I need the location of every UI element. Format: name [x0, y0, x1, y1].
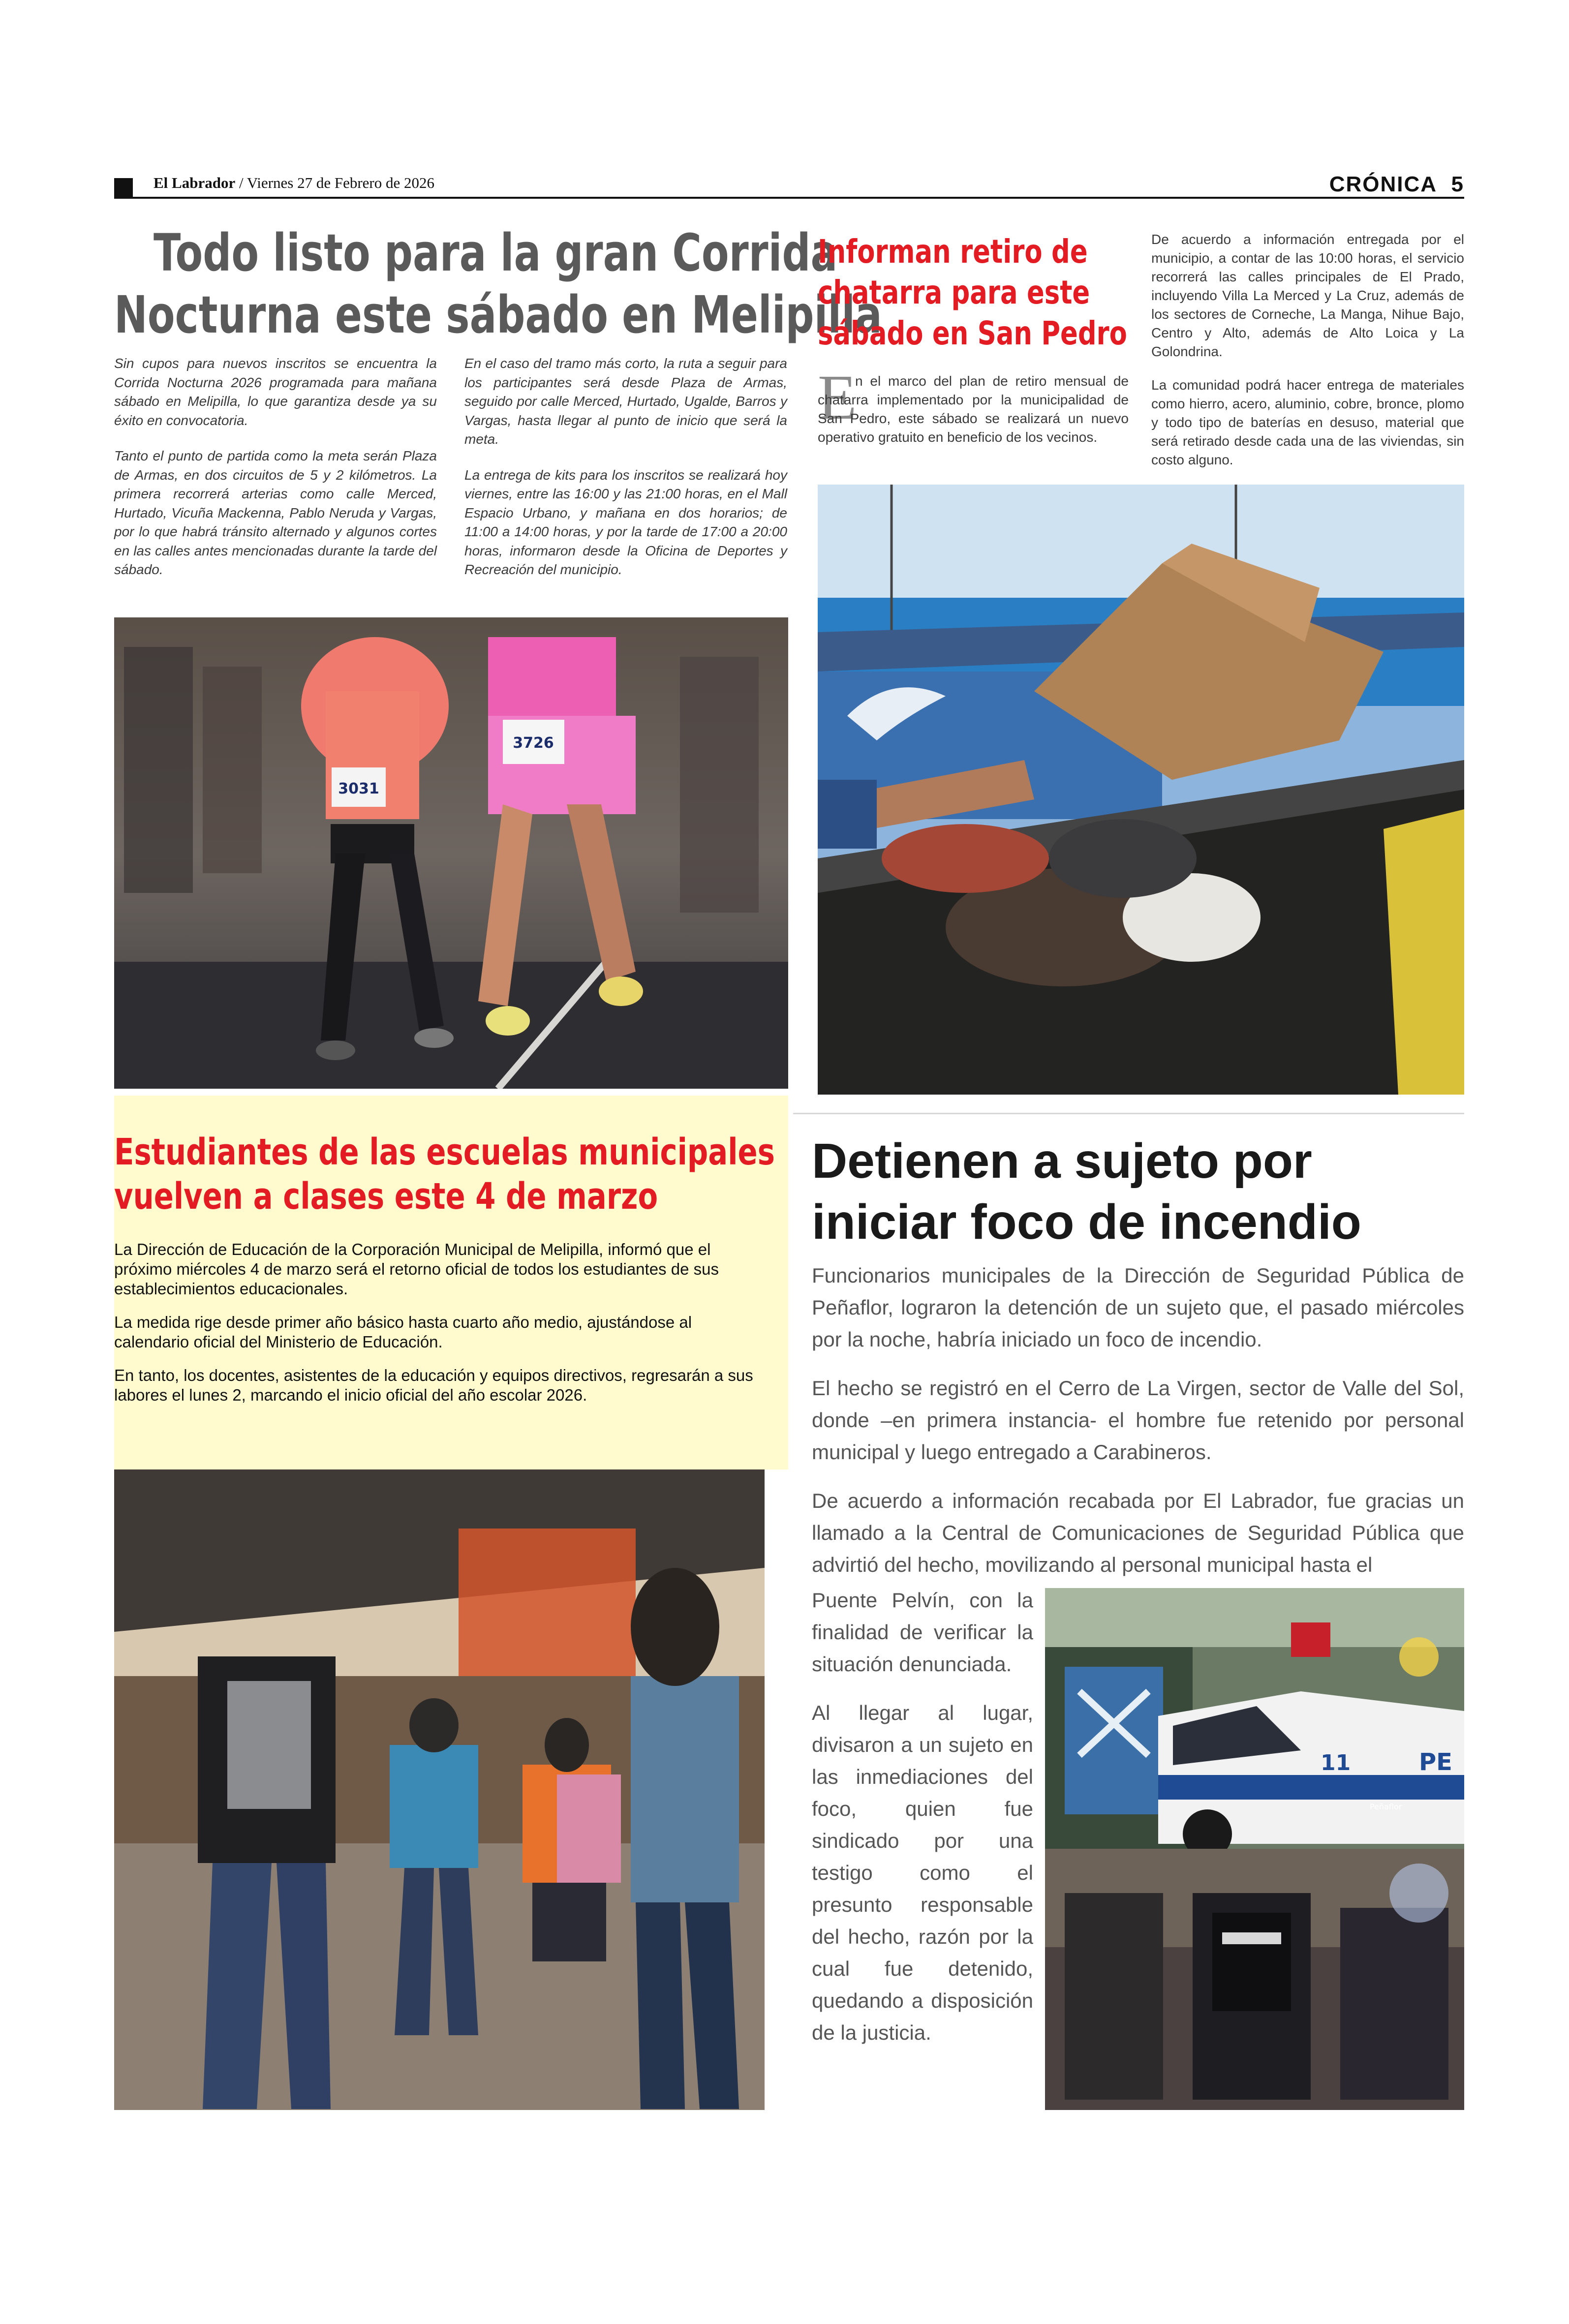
estudiantes-headline-line1: Estudiantes de las escuelas municipales — [114, 1131, 775, 1173]
detienen-headline — [812, 1131, 1361, 1253]
header-section — [1329, 172, 1464, 197]
patrol-car-municipality: Peñaflor — [1370, 1802, 1402, 1811]
patrol-car-number: 11 — [1321, 1750, 1351, 1775]
corrida-column-2 — [464, 354, 787, 596]
chatarra-scrap-photo — [818, 485, 1464, 1095]
estudiantes-school-photo — [114, 1469, 765, 2110]
page-number: 5 — [1451, 172, 1464, 196]
chatarra-headline — [818, 231, 1127, 354]
detienen-body-full — [812, 1259, 1464, 1581]
detienen-photo-collage — [1045, 1588, 1464, 2110]
section-divider — [793, 1113, 1464, 1114]
corrida-headline-line2: Nocturna este sábado en Melipilla — [114, 285, 882, 345]
detienen-paragraph-3-start: De acuerdo a información recabada por El Labrador, fue gracias un llamado a la Central de Comunicaciones de Seguridad Pública que advirtió del hecho, movilizando al personal municipal hasta el — [812, 1489, 1464, 1576]
detienen-body-narrow — [812, 1584, 1033, 2049]
chatarra-headline-line1: Informan retiro de — [818, 233, 1088, 271]
estudiantes-body — [114, 1240, 754, 1419]
chatarra-headline-line3: sábado en San Pedro — [818, 314, 1127, 352]
patrol-car-brand: PE — [1419, 1748, 1452, 1776]
chatarra-column-1 — [818, 372, 1129, 461]
estudiantes-paragraph-2: La medida rige desde primer año básico hasta cuarto año medio, ajustándose al calendario oficial del Ministerio de Educación. — [114, 1313, 692, 1351]
bib-number-2: 3726 — [513, 734, 554, 752]
corrida-col2-paragraph-2: La entrega de kits para los inscritos se realizará hoy viernes, entre las 16:00 y las 21:00 horas, en el Mall Espacio Urbano, y mañana en dos horarios; de 11:00 a 14:00 horas, y por la tarde de 17:00 a 20:00 horas, informaron desde la Oficina de Deportes y Recreación del municipio. — [464, 467, 787, 577]
publication-date: / Viernes 27 de Febrero de 2026 — [239, 174, 434, 191]
chatarra-col2-paragraph-2: La comunidad podrá hacer entrega de materiales como hierro, acero, aluminio, cobre, bronce, plomo y todo tipo de baterías en desuso, material que será retirado desde cada una de las viviendas, sin costo alguno. — [1151, 377, 1464, 467]
publication-name: El Labrador — [154, 174, 236, 191]
chatarra-headline-line2: chatarra para este — [818, 274, 1090, 311]
estudiantes-paragraph-3: En tanto, los docentes, asistentes de la educación y equipos directivos, regresarán a sus labores el lunes 2, marcando el inicio oficial del año escolar 2026. — [114, 1366, 753, 1404]
bib-number-1: 3031 — [338, 780, 379, 797]
corrida-col1-paragraph-1: Sin cupos para nuevos inscritos se encuentra la Corrida Nocturna 2026 programada para mañana sábado en Melipilla, lo que garantiza desde ya su éxito en convocatoria. — [114, 356, 437, 428]
chatarra-col1-paragraph-1: n el marco del plan de retiro mensual de chatarra implementado por la municipalidad de San Pedro, este sábado se realizará un nuevo operativo gratuito en beneficio de los vecinos. — [818, 373, 1129, 445]
detienen-headline-line1: Detienen a sujeto por — [812, 1133, 1312, 1189]
detienen-paragraph-3-end: Puente Pelvín, con la finalidad de verificar la situación denunciada. — [812, 1589, 1033, 1676]
detienen-paragraph-2: El hecho se registró en el Cerro de La Virgen, sector de Valle del Sol, donde –en primera instancia- el hombre fue retenido por personal municipal y luego entregado a Carabineros. — [812, 1376, 1464, 1464]
corrida-col2-paragraph-1: En el caso del tramo más corto, la ruta a seguir para los participantes será desde Plaza de Armas, seguido por calle Merced, Hurtado, Ugalde, Barros y Vargas, hasta llegar al punto de inicio que será la meta. — [464, 356, 787, 447]
corrida-headline-line1: Todo listo para la gran Corrida — [154, 223, 838, 283]
chatarra-column-2 — [1151, 230, 1464, 484]
detienen-paragraph-1: Funcionarios municipales de la Dirección de Seguridad Pública de Peñaflor, lograron la detención de un sujeto que, el pasado miércoles por la noche, habría iniciado un foco de incendio. — [812, 1264, 1464, 1351]
header-square-mark — [114, 178, 133, 197]
estudiantes-paragraph-1: La Dirección de Educación de la Corporación Municipal de Melipilla, informó que el próximo miércoles 4 de marzo será el retorno oficial de todos los estudiantes de sus establecimientos educacionales. — [114, 1240, 719, 1298]
estudiantes-headline-line2: vuelven a clases este 4 de marzo — [114, 1175, 658, 1218]
header-rule — [114, 197, 1464, 199]
corrida-col1-paragraph-2: Tanto el punto de partida como la meta serán Plaza de Armas, en dos circuitos de 5 y 2 kilómetros. La primera recorrerá arterias como calle Merced, Hurtado, Vicuña Mackenna, Pablo Neruda y Vargas, por lo que habrá tránsito alternado y algunos cortes en las calles antes mencionadas durante la tarde del sábado. — [114, 448, 437, 577]
detienen-headline-line2: iniciar foco de incendio — [812, 1194, 1361, 1250]
estudiantes-headline — [114, 1130, 775, 1219]
section-name: CRÓNICA — [1329, 172, 1438, 196]
detienen-paragraph-4: Al llegar al lugar, divisaron a un sujeto en las inmediaciones del foco, quien fue sindicado por una testigo como el presunto responsable del hecho, razón por la cual fue detenido, quedando a disposición de la justicia. — [812, 1701, 1033, 2044]
chatarra-drop-cap: E — [818, 362, 857, 433]
corrida-column-1 — [114, 354, 437, 596]
corrida-runners-photo — [114, 617, 788, 1089]
header-publication-date — [154, 174, 434, 192]
chatarra-col2-paragraph-1: De acuerdo a información entregada por el municipio, a contar de las 10:00 horas, el servicio recorrerá las calles principales de El Prado, incluyendo Villa La Merced y La Cruz, además de los sectores de Corneche, La Manga, Nihue Bajo, Centro y Alto, además de Alto Loica y La Golondrina. — [1151, 232, 1464, 359]
